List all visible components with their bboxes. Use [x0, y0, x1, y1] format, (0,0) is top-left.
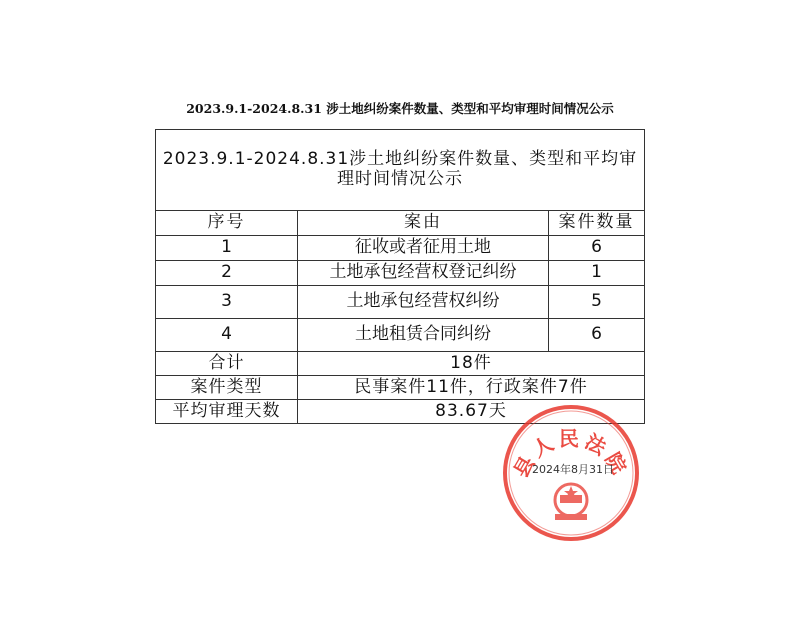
row-cause: 征收或者征用土地	[298, 236, 549, 261]
row-cause: 土地承包经营权登记纠纷	[298, 261, 549, 286]
summary-row-total	[156, 352, 645, 376]
table-title: 2023.9.1-2024.8.31涉土地纠纷案件数量、类型和平均审理时间情况公示	[156, 130, 645, 211]
table-row	[156, 286, 645, 319]
column-header-no: 序号	[156, 211, 298, 236]
summary-label: 合计	[156, 352, 298, 376]
column-header-count: 案件数量	[549, 211, 645, 236]
row-count: 1	[549, 261, 645, 286]
summary-label: 案件类型	[156, 376, 298, 400]
summary-value: 18件	[298, 352, 645, 376]
row-count: 6	[549, 236, 645, 261]
row-no: 1	[156, 236, 298, 261]
summary-label: 平均审理天数	[156, 400, 298, 424]
row-count: 5	[549, 286, 645, 319]
summary-value: 83.67天	[298, 400, 645, 424]
row-no: 2	[156, 261, 298, 286]
row-cause: 土地承包经营权纠纷	[298, 286, 549, 319]
table-row	[156, 261, 645, 286]
seal-date: 2024年8月31日	[532, 463, 614, 476]
row-count: 6	[549, 319, 645, 352]
seal-arc-text: 县人民法院	[508, 426, 634, 482]
header-row	[156, 211, 645, 236]
table-title-row	[156, 130, 645, 211]
summary-row-case-type	[156, 376, 645, 400]
row-cause: 土地租赁合同纠纷	[298, 319, 549, 352]
table-row	[156, 236, 645, 261]
document-heading: 2023.9.1-2024.8.31 涉土地纠纷案件数量、类型和平均审理时间情况公示	[186, 101, 614, 116]
court-seal	[500, 402, 642, 544]
notice-table	[155, 129, 645, 424]
seal-stamp-icon	[500, 402, 642, 544]
table-row	[156, 319, 645, 352]
national-emblem-icon	[555, 484, 587, 520]
summary-value: 民事案件11件，行政案件7件	[298, 376, 645, 400]
row-no: 4	[156, 319, 298, 352]
row-no: 3	[156, 286, 298, 319]
column-header-cause: 案由	[298, 211, 549, 236]
